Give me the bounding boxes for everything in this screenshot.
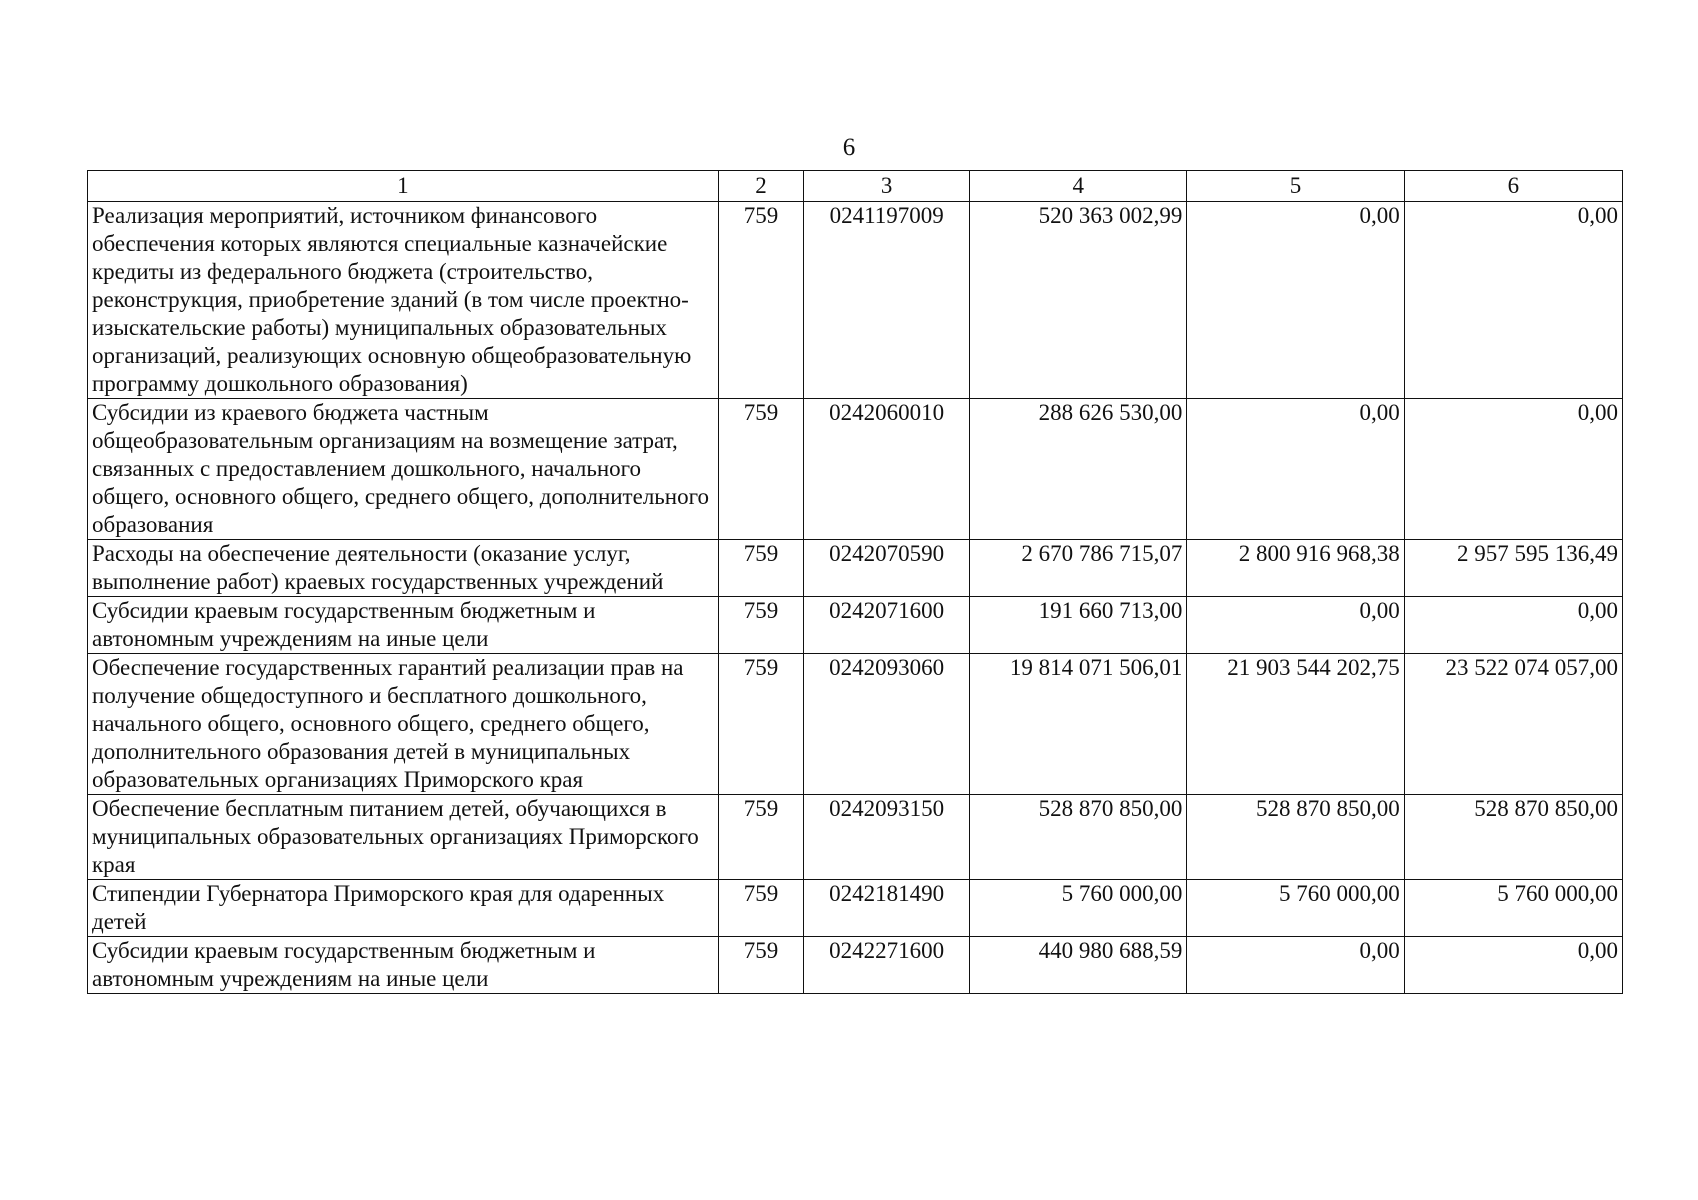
row-amount-4: 288 626 530,00	[970, 399, 1187, 540]
row-name: Расходы на обеспечение деятельности (оказание услуг, выполнение работ) краевых государственных учреждений	[88, 540, 719, 597]
row-target-code: 0241197009	[804, 202, 970, 399]
table-row	[88, 795, 1623, 880]
row-target-code: 0242060010	[804, 399, 970, 540]
column-header-3: 3	[804, 171, 970, 202]
row-amount-4: 19 814 071 506,01	[970, 654, 1187, 795]
row-amount-4: 528 870 850,00	[970, 795, 1187, 880]
row-amount-4: 520 363 002,99	[970, 202, 1187, 399]
row-amount-4: 5 760 000,00	[970, 880, 1187, 937]
row-amount-6: 0,00	[1404, 399, 1622, 540]
column-header-1: 1	[88, 171, 719, 202]
row-code: 759	[718, 880, 804, 937]
row-code: 759	[718, 654, 804, 795]
row-amount-6: 0,00	[1404, 202, 1622, 399]
row-code: 759	[718, 202, 804, 399]
table-body	[88, 202, 1623, 994]
budget-table	[87, 170, 1623, 994]
column-header-4: 4	[970, 171, 1187, 202]
row-amount-5: 0,00	[1187, 399, 1404, 540]
row-amount-4: 2 670 786 715,07	[970, 540, 1187, 597]
row-amount-5: 528 870 850,00	[1187, 795, 1404, 880]
row-target-code: 0242093150	[804, 795, 970, 880]
row-name: Обеспечение государственных гарантий реализации прав на получение общедоступного и бесплатного дошкольного, начального общего, основного общего, среднего общего, дополнительного образования детей в муниципальных образовательных организациях Приморского края	[88, 654, 719, 795]
row-amount-6: 5 760 000,00	[1404, 880, 1622, 937]
row-target-code: 0242070590	[804, 540, 970, 597]
table-row	[88, 937, 1623, 994]
row-name: Стипендии Губернатора Приморского края для одаренных детей	[88, 880, 719, 937]
row-name: Субсидии краевым государственным бюджетным и автономным учреждениям на иные цели	[88, 597, 719, 654]
row-amount-6: 528 870 850,00	[1404, 795, 1622, 880]
row-amount-4: 440 980 688,59	[970, 937, 1187, 994]
row-amount-5: 0,00	[1187, 937, 1404, 994]
row-amount-5: 2 800 916 968,38	[1187, 540, 1404, 597]
row-amount-4: 191 660 713,00	[970, 597, 1187, 654]
row-target-code: 0242181490	[804, 880, 970, 937]
table-header	[88, 171, 1623, 202]
row-amount-6: 0,00	[1404, 597, 1622, 654]
page-number: 6	[842, 134, 856, 161]
row-code: 759	[718, 795, 804, 880]
row-name: Обеспечение бесплатным питанием детей, обучающихся в муниципальных образовательных организациях Приморского края	[88, 795, 719, 880]
row-amount-5: 0,00	[1187, 202, 1404, 399]
column-header-5: 5	[1187, 171, 1404, 202]
table-row	[88, 540, 1623, 597]
row-code: 759	[718, 597, 804, 654]
row-amount-5: 0,00	[1187, 597, 1404, 654]
row-name: Субсидии из краевого бюджета частным общеобразовательным организациям на возмещение затрат, связанных с предоставлением дошкольного, начального общего, основного общего, среднего общего, дополнительного образования	[88, 399, 719, 540]
row-code: 759	[718, 937, 804, 994]
header-row	[88, 171, 1623, 202]
row-amount-6: 2 957 595 136,49	[1404, 540, 1622, 597]
row-amount-6: 0,00	[1404, 937, 1622, 994]
table-row	[88, 597, 1623, 654]
row-code: 759	[718, 540, 804, 597]
row-name: Реализация мероприятий, источником финансового обеспечения которых являются специальные казначейские кредиты из федерального бюджета (строительство, реконструкция, приобретение зданий (в том числе проектно-изыскательские работы) муниципальных образовательных организаций, реализующих основную общеобразовательную программу дошкольного образования)	[88, 202, 719, 399]
row-name: Субсидии краевым государственным бюджетным и автономным учреждениям на иные цели	[88, 937, 719, 994]
table-row	[88, 202, 1623, 399]
row-target-code: 0242071600	[804, 597, 970, 654]
table-row	[88, 880, 1623, 937]
table-row	[88, 399, 1623, 540]
row-code: 759	[718, 399, 804, 540]
row-amount-6: 23 522 074 057,00	[1404, 654, 1622, 795]
column-header-2: 2	[718, 171, 804, 202]
row-amount-5: 21 903 544 202,75	[1187, 654, 1404, 795]
row-amount-5: 5 760 000,00	[1187, 880, 1404, 937]
column-header-6: 6	[1404, 171, 1622, 202]
row-target-code: 0242093060	[804, 654, 970, 795]
row-target-code: 0242271600	[804, 937, 970, 994]
table-row	[88, 654, 1623, 795]
